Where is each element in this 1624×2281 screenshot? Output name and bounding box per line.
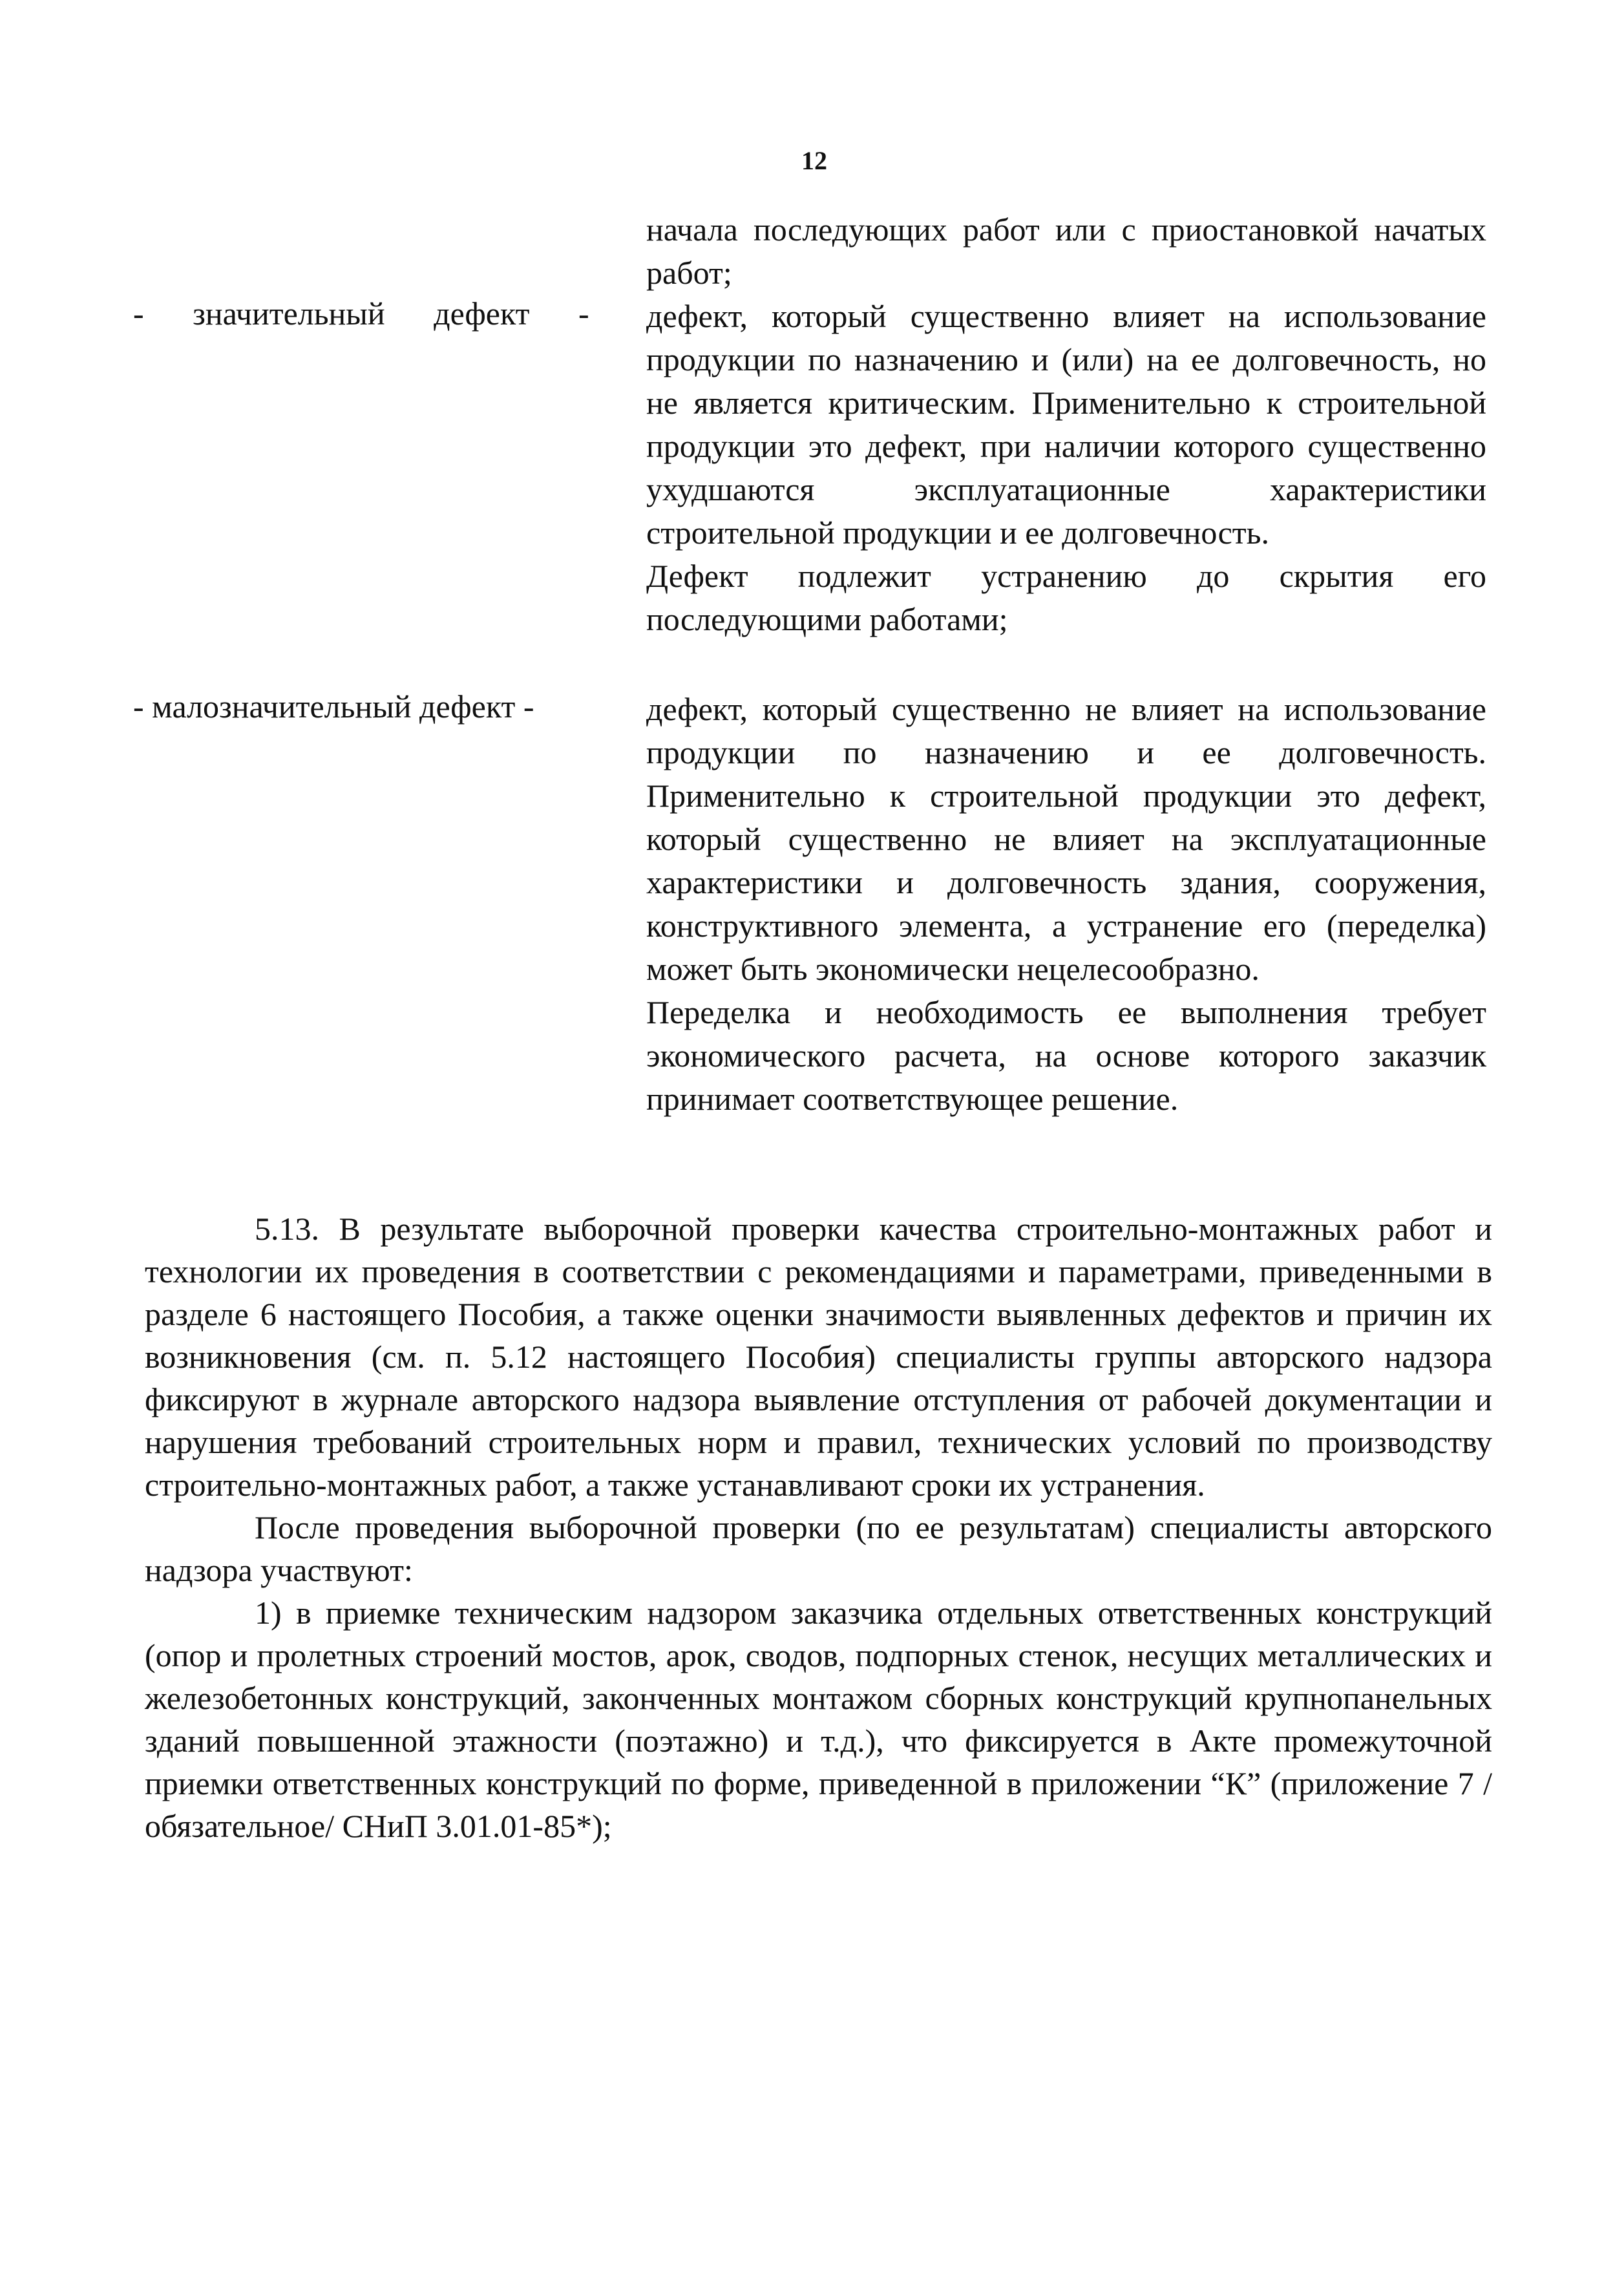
- body-paragraph: 5.13. В результате выборочной проверки качества строительно-монтажных работ и технологии их проведения в соответствии с рекомендациями и параметрами, приведенными в разделе 6 настоящего Пособия, а также оценки значимости выявленных дефектов и причин их возникновения (см. п. 5.12 настоящего Пособия) специалисты группы авторского надзора фиксируют в журнале авторского надзора выявление отступления от рабочей документации и нарушения требований строительных норм и правил, технических условий по производству строительно-монтажных работ, а также устанавливают сроки их устранения.: [145, 1211, 1492, 1503]
- definition-description: [646, 295, 1486, 641]
- body-text: [145, 1207, 1492, 1847]
- continued-definition: [646, 208, 1486, 295]
- definition-paragraph: Переделка и необходимость ее выполнения требует экономического расчета, на основе которого заказчик принимает соответствующее решение.: [646, 994, 1486, 1117]
- definition-description: [646, 688, 1486, 1121]
- definition-paragraph: дефект, который существенно не влияет на использование продукции по назначению и ее долговечность. Применительно к строительной продукции это дефект, который существенно не влияет на эксплуатационные характеристики и долговечность здания, сооружения, конструктивного элемента, а устранение его (переделка) может быть экономически нецелесообразно.: [646, 691, 1486, 987]
- definition-paragraph: Дефект подлежит устранению до скрытия его последующими работами;: [646, 558, 1486, 637]
- continued-definition-text: начала последующих работ или с приостановкой начатых работ;: [646, 211, 1486, 291]
- body-paragraph: После проведения выборочной проверки (по ее результатам) специалисты авторского надзора участвуют:: [145, 1509, 1492, 1588]
- definition-paragraph: дефект, который существенно влияет на использование продукции по назначению и (или) на ее долговечность, но не является критическим. Применительно к строительной продукции это дефект, при наличии которого существенно ухудшаются эксплуатационные характеристики строительной продукции и ее долговечность.: [646, 298, 1486, 551]
- body-paragraph: 1) в приемке техническим надзором заказчика отдельных ответственных конструкций (опор и пролетных строений мостов, арок, сводов, подпорных стенок, несущих металлических и железобетонных конструкций, законченных монтажом сборных конструкций крупнопанельных зданий повышенной этажности (поэтажно) и т.д.), что фиксируется в Акте промежуточной приемки ответственных конструкций по форме, приведенной в приложении “К” (приложение 7 /обязательное/ СНиП 3.01.01-85*);: [145, 1595, 1492, 1844]
- definition-term: - значительный дефект -: [133, 295, 589, 332]
- page-number: 12: [801, 146, 827, 175]
- definition-term: - малозначительный дефект -: [133, 688, 534, 725]
